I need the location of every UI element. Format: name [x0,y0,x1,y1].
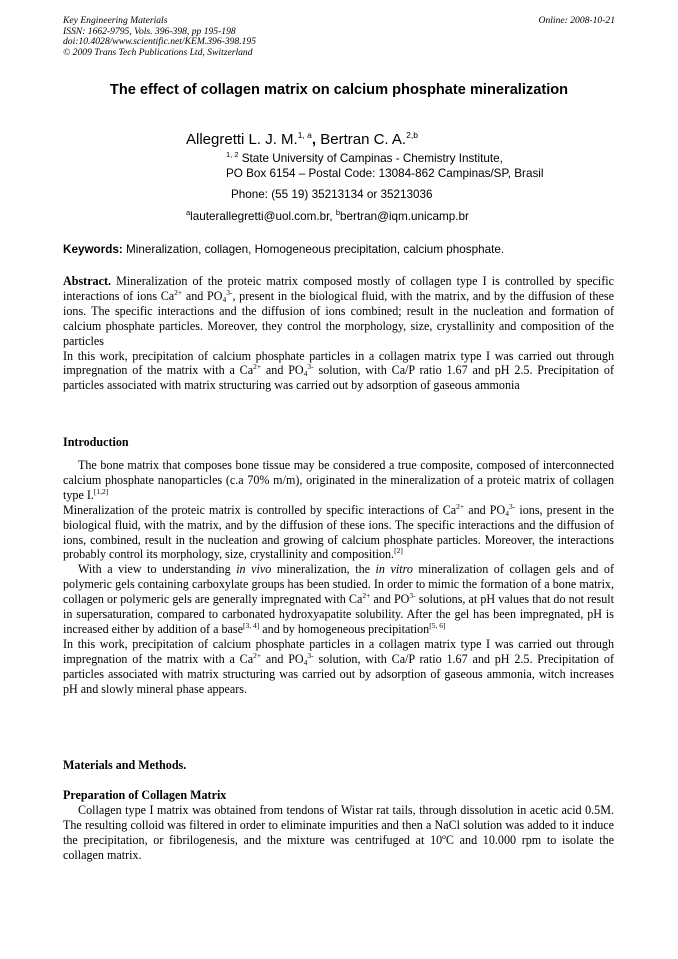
superscript: 3- [509,501,516,511]
text-run: With a view to understanding [78,562,237,577]
citation: [1,2] [93,486,109,496]
email-b: bertran@iqm.unicamp.br [340,210,469,223]
abstract-paragraph-2 [63,349,614,394]
introduction [63,458,614,697]
author-2: Bertran C. A. [320,131,407,148]
text-run: solutions, at pH values that do not result in supersaturation, compared to carbonated hydroxyapatite solubility. After the gel has been impregnated, pH is increased either by addition of a base [63,592,614,636]
journal-doi: doi:10.4028/www.scientific.net/KEM.396-398.195 [63,36,257,48]
superscript: 3- [226,287,233,297]
text-run: solution, with Ca/P ratio 1.67 and pH 2.5. Precipitation of particles associated with matrix structuring was carried out by adsorption of gaseous ammonia [63,363,614,393]
keywords-label: Keywords: [63,243,123,256]
affiliation-line-1 [226,151,503,166]
text-run: , present in the biological fluid, with the matrix, and by the diffusion of these ions. The specific interactions and the diffusion of ions combined; result in the nucleation and formation of calcium phosphate particles. Moreover, they control the morphology, size, crystallinity and composition of the particles [63,288,614,348]
text-run: Mineralization of the proteic matrix is controlled by specific interactions of Ca [63,502,457,517]
citation: [3, 4] [243,620,260,630]
email-a-sup: a [186,208,191,217]
affiliation-emails [186,209,469,224]
journal-issn: ISSN: 1662-9795, Vols. 396-398, pp 195-198 [63,25,236,37]
superscript: 3- [409,591,416,601]
text-run: In this work, precipitation of calcium phosphate particles in a collagen matrix type I was carried out through impregnation of the matrix with a Ca [63,348,614,378]
text-run: solution, with Ca/P ratio 1.67 and pH 2.5. Precipitation of particles associated with matrix structuring was carried out by adsorption of gaseous ammonia, witch increases pH and slowly mineral phase appears. [63,651,614,696]
affiliation-sup: 1, 2 [226,150,239,159]
journal-name: Key Engineering Materials [63,15,168,26]
superscript: 3- [307,362,314,372]
citation: [2] [394,546,403,556]
journal-copyright: © 2009 Trans Tech Publications Ltd, Switzerland [63,46,253,58]
text-run: In this work, precipitation of calcium phosphate particles in a collagen matrix type I was carried out through impregnation of the matrix with a Ca [63,636,614,666]
abstract-label: Abstract. [63,274,112,288]
author-2-sup: 2,b [406,130,418,140]
subscript: 4 [303,369,308,379]
superscript: 2+ [253,362,262,372]
italic-run: in vitro [375,562,413,577]
superscript: 3- [307,650,314,660]
text-run: and by homogeneous precipitation [259,621,430,636]
methods-subheading: Preparation of Collagen Matrix [63,788,227,802]
author-line [186,131,418,149]
affiliation-phone: Phone: (55 19) 35213134 or 35213036 [231,188,433,201]
author-1-sup: 1, a [297,130,312,140]
intro-paragraph-2 [63,503,614,563]
text-run: and PO [370,592,410,607]
affiliation-line-2: PO Box 6154 – Postal Code: 13084-862 Campinas/SP, Brasil [226,167,544,180]
text-run: and PO [261,651,304,666]
subscript: 4 [505,508,510,518]
intro-paragraph-4 [63,637,614,697]
affiliation-institute: State University of Campinas - Chemistry Institute, [238,152,503,165]
methods-heading: Materials and Methods. [63,758,187,772]
superscript: 2+ [253,650,262,660]
author-separator: , [311,131,321,148]
superscript: 2+ [362,591,371,601]
italic-run: in vivo [236,562,272,577]
author-1: Allegretti L. J. M. [186,131,298,148]
text-run: mineralization of collagen gels and of polymeric gels containing carboxylate groups has been studied. In order to mimic the formation of a bone matrix, collagen or polymeric gels are generally impregnated with Ca [63,562,615,607]
superscript: 2+ [174,287,183,297]
journal-header [63,16,615,58]
text-run: and PO [182,288,223,303]
subscript: 4 [222,294,227,304]
subscript: 4 [303,657,308,667]
citation: [5, 6] [429,620,446,630]
text-run: Mineralization of the proteic matrix composed mostly of collagen type I is controlled by specific interactions of ions Ca [63,274,614,303]
keywords [63,242,623,257]
text-run: mineralization, the [271,562,376,577]
methods-paragraph-1: Collagen type I matrix was obtained from tendons of Wistar rat tails, through dissolution in acetic acid 0.5M. The resulting colloid was filtered in order to eliminate impurities and then a NaCl solution was added to it induce the precipitation, or fibrilogenesis, and the mixture was centrifuged at 10ºC and 10.000 rpm to isolate the collagen matrix. [63,803,614,862]
abstract [63,274,614,393]
text-run: ions, present in the biological fluid, with the matrix, and by the diffusion of these ions. The specific interactions and the diffusion of ions, combined, result in the nucleation and growing of calcium phosphate particles. Moreover, the interactions probably control its morphology, size, crystallinity and composition. [63,502,615,562]
email-a: lauterallegretti@uol.com.br, [190,210,336,223]
keywords-text: Mineralization, collagen, Homogeneous precipitation, calcium phosphate. [122,243,505,256]
text-run: and PO [261,363,304,378]
intro-paragraph-1 [63,458,614,503]
email-b-sup: b [335,208,341,217]
text-run: and PO [464,502,506,517]
superscript: 2+ [456,501,465,511]
introduction-heading: Introduction [63,435,129,449]
paper-title: The effect of collagen matrix on calcium phosphate mineralization [109,82,569,98]
online-date: Online: 2008-10-21 [538,15,615,26]
intro-paragraph-3 [63,562,614,637]
text-run: The bone matrix that composes bone tissue may be considered a true composite, composed of interconnected calcium phosphate nanoparticles (c.a 70% m/m), originated in the mineralization of a proteic matrix of collagen type I. [63,458,614,502]
methods [63,803,614,863]
abstract-paragraph-1 [63,274,614,349]
